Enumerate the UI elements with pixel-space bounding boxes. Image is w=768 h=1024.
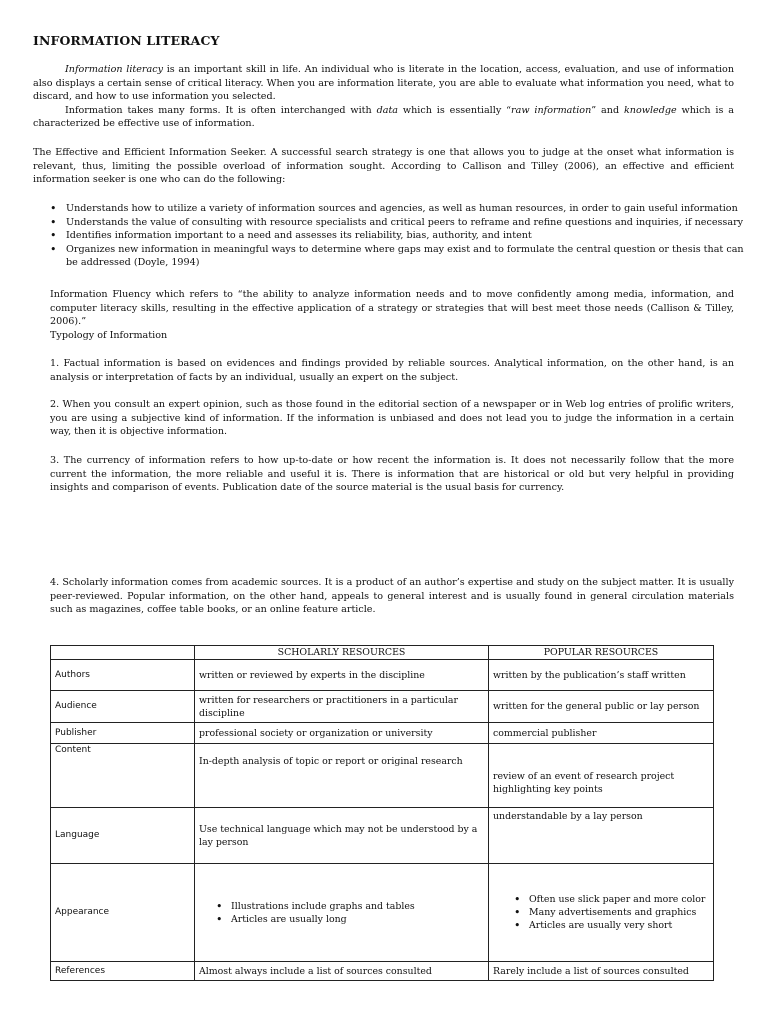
term-raw-information: raw information bbox=[511, 104, 592, 116]
intro-paragraph-1 bbox=[33, 63, 734, 104]
table-header-popular: POPULAR RESOURCES bbox=[489, 646, 714, 660]
intro-p2-text-d: which is a characterized be effective use of information. bbox=[33, 104, 734, 130]
list-item: • Understands the value of consulting with resource specialists and critical peers to reframe and refine questions and inquiries, if necessary bbox=[66, 216, 754, 230]
cell-scholarly bbox=[195, 864, 489, 962]
row-label-content: Content bbox=[51, 744, 195, 808]
intro-p2-text-a: Information takes many forms. It is often interchanged with bbox=[65, 104, 377, 116]
table-row bbox=[51, 691, 714, 723]
table-header-scholarly: SCHOLARLY RESOURCES bbox=[195, 646, 489, 660]
table-row bbox=[51, 962, 714, 981]
cell-popular: Rarely include a list of sources consulted bbox=[489, 962, 714, 981]
intro-p2-text-b: which is essentially “ bbox=[398, 104, 512, 116]
seeker-bullet-list bbox=[48, 202, 754, 270]
seeker-paragraph: The Effective and Efficient Information Seeker. A successful search strategy is one that allows you to judge at the onset what information is relevant, thus, limiting the possible overload of information sought. According to Callison and Tilley (2006), an effective and efficient information seeker is one who can do the following: bbox=[33, 147, 734, 186]
cell-popular: review of an event of research project highlighting key points bbox=[489, 744, 714, 808]
table-header-row bbox=[51, 646, 714, 660]
typology-item-2: 2. When you consult an expert opinion, such as those found in the editorial section of a newspaper or in Web log entries of prolific writers, you are using a subjective kind of information. If the information is unbiased and does not lead you to judge the information in a certain way, then it is objective information. bbox=[50, 399, 734, 438]
typology-item-4: 4. Scholarly information comes from academic sources. It is a product of an author’s expertise and study on the subject matter. It is usually peer-reviewed. Popular information, on the other hand, appeals to general interest and is usually found in general circulation materials such as magazines, coffee table books, or an online feature article. bbox=[50, 577, 734, 616]
cell-scholarly: written or reviewed by experts in the discipline bbox=[195, 660, 489, 691]
cell-scholarly: Almost always include a list of sources consulted bbox=[195, 962, 489, 981]
cell-scholarly: written for researchers or practitioners in a particular discipline bbox=[195, 691, 489, 723]
typology-item-3: 3. The currency of information refers to how up-to-date or how recent the information is. It does not necessarily follow that the more current the information, the more reliable and useful it is. There is information that are historical or old but very helpful in providing insights and comparison of events. Publication date of the source material is the usual basis for currency. bbox=[50, 455, 734, 494]
cell-popular: written by the publication’s staff written bbox=[489, 660, 714, 691]
intro-section bbox=[33, 63, 734, 131]
row-label-authors: Authors bbox=[51, 660, 195, 691]
typology-heading: Typology of Information bbox=[50, 330, 168, 341]
term-data: data bbox=[376, 104, 399, 116]
table-header-blank bbox=[51, 646, 195, 660]
row-label-references: References bbox=[51, 962, 195, 981]
list-item: • Identifies information important to a need and assesses its reliability, bias, authority, and intent bbox=[66, 229, 754, 243]
list-item: • Illustrations include graphs and tables bbox=[231, 900, 484, 913]
list-item: • Often use slick paper and more color bbox=[529, 893, 709, 906]
typology-item-1: 1. Factual information is based on evidences and findings provided by reliable sources. Analytical information, on the other hand, is an analysis or interpretation of facts by an individual, usually an expert on the subject. bbox=[50, 358, 734, 383]
intro-paragraph-2 bbox=[33, 104, 734, 131]
row-label-publisher: Publisher bbox=[51, 723, 195, 744]
table-row bbox=[51, 864, 714, 962]
term-knowledge: knowledge bbox=[623, 104, 677, 116]
scholarly-appearance-list bbox=[199, 900, 484, 926]
row-label-audience: Audience bbox=[51, 691, 195, 723]
list-item: • Articles are usually very short bbox=[529, 919, 709, 932]
popular-appearance-list bbox=[493, 893, 709, 932]
table-row bbox=[51, 660, 714, 691]
term-information-literacy: Information literacy bbox=[65, 64, 164, 75]
cell-scholarly: In-depth analysis of topic or report or original research bbox=[195, 744, 489, 808]
intro-p2-text-c: ” and bbox=[591, 104, 624, 116]
list-item: • Many advertisements and graphics bbox=[529, 906, 709, 919]
row-label-appearance: Appearance bbox=[51, 864, 195, 962]
cell-popular bbox=[489, 864, 714, 962]
list-item: • Organizes new information in meaningful ways to determine where gaps may exist and to formulate the central question or thesis that can be addressed (Doyle, 1994) bbox=[66, 243, 754, 270]
list-item: • Understands how to utilize a variety of information sources and agencies, as well as human resources, in order to gain useful information bbox=[66, 202, 754, 216]
cell-scholarly: Use technical language which may not be understood by a lay person bbox=[195, 808, 489, 864]
fluency-paragraph: Information Fluency which refers to “the ability to analyze information needs and to move confidently among media, information, and computer literacy skills, resulting in the effective application of a strategy or strategies that will best meet those needs (Callison & Tilley, 2006).” bbox=[50, 289, 734, 328]
table-row bbox=[51, 808, 714, 864]
table-row bbox=[51, 723, 714, 744]
cell-popular: understandable by a lay person bbox=[489, 808, 714, 864]
list-item: • Articles are usually long bbox=[231, 913, 484, 926]
table-row bbox=[51, 744, 714, 808]
cell-popular: written for the general public or lay person bbox=[489, 691, 714, 723]
page-title: INFORMATION LITERACY bbox=[33, 33, 220, 48]
intro-paragraph-1-text: is an important skill in life. An individual who is literate in the location, access, evaluation, and use of information also displays a certain sense of critical literacy. When you are information literate, you are able to evaluate what information you need, what to discard, and how to use information you selected. bbox=[33, 64, 734, 103]
cell-scholarly: professional society or organization or university bbox=[195, 723, 489, 744]
row-label-language: Language bbox=[51, 808, 195, 864]
resources-comparison-table bbox=[50, 645, 714, 981]
cell-popular: commercial publisher bbox=[489, 723, 714, 744]
